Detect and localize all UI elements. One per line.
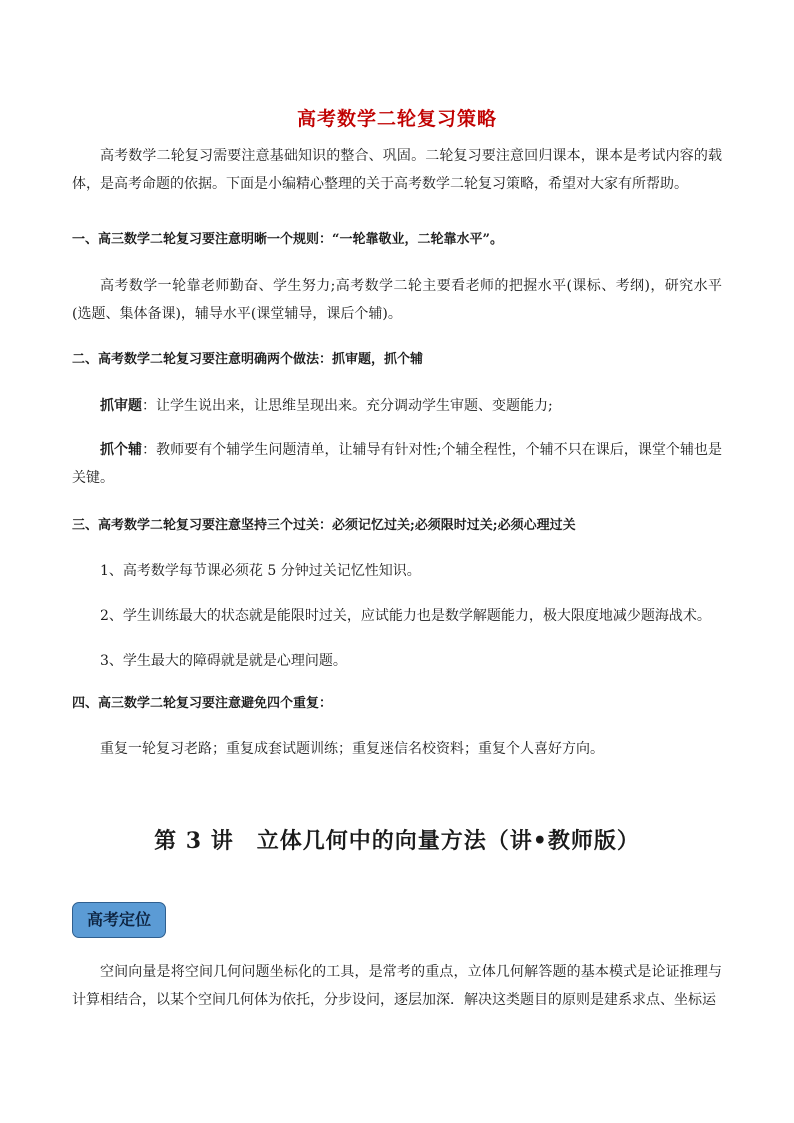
section-3-heading: 三、高考数学二轮复习要注意坚持三个过关：必须记忆过关;必须限时过关;必须心理过关 (72, 518, 576, 533)
section-4-heading: 四、高三数学二轮复习要注意避免四个重复： (72, 696, 333, 711)
section-3-item: 2、学生训练最大的状态就是能限时过关，应试能力也是数学解题能力，极大限度地减少题海战术。 (100, 608, 711, 624)
section-3-item: 3、学生最大的障碍就是就是心理问题。 (100, 653, 347, 669)
section-2-item-1 (72, 392, 722, 420)
exam-positioning-badge: 高考定位 (72, 902, 166, 938)
item-text: ：让学生说出来，让思维呈现出来。充分调动学生审题、变题能力; (142, 398, 553, 414)
section-1-heading: 一、高三数学二轮复习要注意明晰一个规则：“一轮靠敬业，二轮靠水平”。 (72, 232, 503, 247)
section-2-heading: 二、高考数学二轮复习要注意明确两个做法：抓审题，抓个辅 (72, 352, 424, 367)
item-lead: 抓审题 (100, 398, 142, 414)
section-4-body: 重复一轮复习老路；重复成套试题训练；重复迷信名校资料；重复个人喜好方向。 (100, 741, 604, 757)
document-title: 高考数学二轮复习策略 (296, 108, 497, 130)
positioning-paragraph: 空间向量是将空间几何问题坐标化的工具，是常考的重点，立体几何解答题的基本模式是论证推理与计算相结合，以某个空间几何体为依托，分步设问，逐层加深．解决这类题目的原则是建系求点、坐标运 (72, 964, 722, 1008)
item-text: ：教师要有个辅学生问题清单，让辅导有针对性;个辅全程性，个辅不只在课后，课堂个辅也是关键。 (72, 442, 723, 486)
intro-paragraph: 高考数学二轮复习需要注意基础知识的整合、巩固。二轮复习要注意回归课本，课本是考试内容的载体，是高考命题的依据。下面是小编精心整理的关于高考数学二轮复习策略，希望对大家有所帮助。 (72, 148, 722, 192)
section-3-item: 1、高考数学每节课必须花 5 分钟过关记忆性知识。 (100, 563, 421, 579)
item-lead: 抓个辅 (100, 442, 143, 458)
lecture-title: 第 3 讲 立体几何中的向量方法（讲•教师版） (154, 828, 640, 854)
section-1-body: 高考数学一轮靠老师勤奋、学生努力;高考数学二轮主要看老师的把握水平(课标、考纲)，研究水平(选题、集体备课)，辅导水平(课堂辅导，课后个辅)。 (72, 278, 722, 322)
section-2-item-2 (72, 436, 722, 492)
